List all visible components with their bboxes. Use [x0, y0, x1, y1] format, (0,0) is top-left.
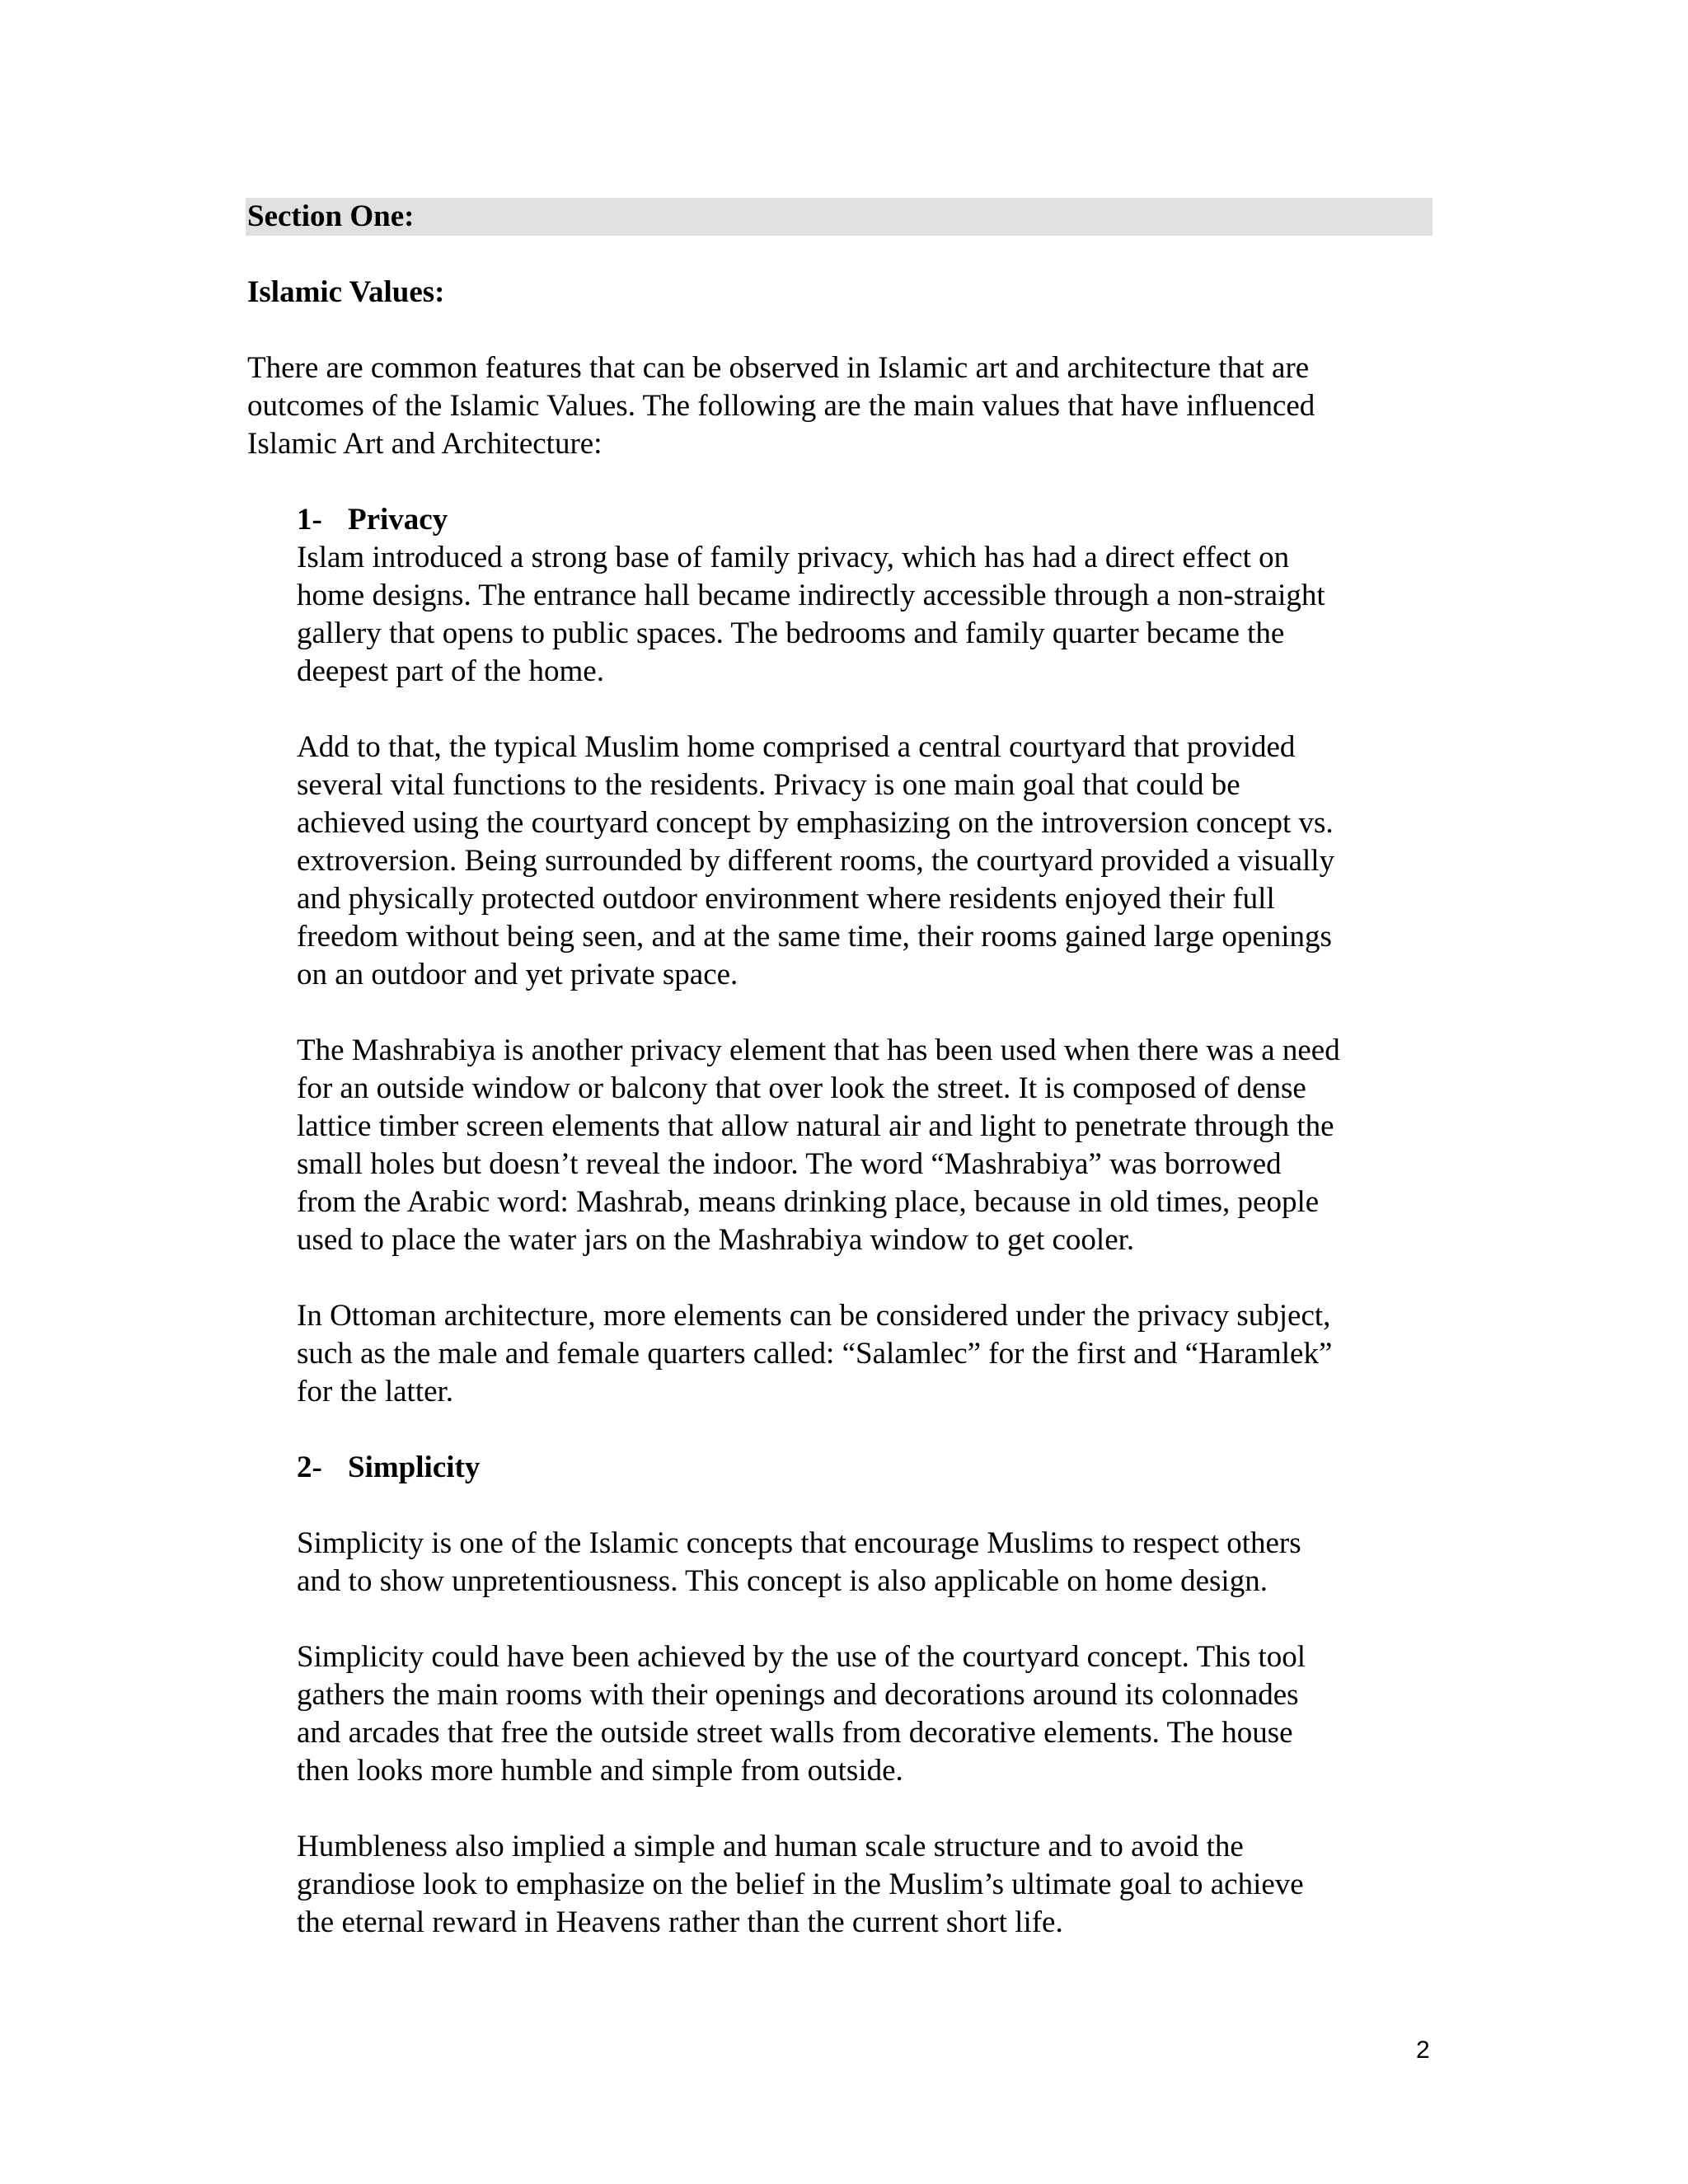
simplicity-paragraph-1: [297, 1525, 1451, 1601]
privacy-paragraph-4: [297, 1297, 1451, 1411]
privacy-paragraph-1: [297, 539, 1451, 691]
paragraph-line: grandiose look to emphasize on the belief in the Muslim’s ultimate goal to achieve: [297, 1868, 1304, 1901]
paragraph-line: on an outdoor and yet private space.: [297, 958, 738, 991]
paragraph-line: achieved using the courtyard concept by emphasizing on the introversion concept vs.: [297, 806, 1334, 840]
paragraph-line: Simplicity is one of the Islamic concepts that encourage Muslims to respect others: [297, 1526, 1301, 1560]
intro-paragraph: [247, 349, 1451, 463]
intro-line: Islamic Art and Architecture:: [247, 427, 603, 461]
paragraph-line: freedom without being seen, and at the same time, their rooms gained large openings: [297, 920, 1332, 954]
paragraph-line: small holes but doesn’t reveal the indoor. The word “Mashrabiya” was borrowed: [297, 1147, 1282, 1181]
paragraph-line: from the Arabic word: Mashrab, means drinking place, because in old times, people: [297, 1185, 1320, 1219]
paragraph-line: lattice timber screen elements that allow natural air and light to penetrate through the: [297, 1109, 1334, 1143]
paragraph-line: In Ottoman architecture, more elements can be considered under the privacy subject,: [297, 1299, 1331, 1333]
paragraph-line: and to show unpretentiousness. This concept is also applicable on home design.: [297, 1564, 1268, 1598]
paragraph-line: Islam introduced a strong base of family privacy, which has had a direct effect on: [297, 541, 1290, 574]
paragraph-line: Humbleness also implied a simple and human scale structure and to avoid the: [297, 1830, 1244, 1863]
list-number: 2-: [297, 1451, 322, 1484]
simplicity-paragraph-2: [297, 1638, 1451, 1790]
privacy-paragraph-2: [297, 729, 1451, 994]
section-heading: Section One:: [246, 198, 1432, 236]
paragraph-line: and arcades that free the outside street walls from decorative elements. The house: [297, 1716, 1293, 1750]
page-number: 2: [1416, 2036, 1430, 2064]
paragraph-line: such as the male and female quarters called: “Salamlec” for the first and “Haramlek”: [297, 1337, 1333, 1371]
paragraph-line: used to place the water jars on the Mashrabiya window to get cooler.: [297, 1223, 1135, 1257]
section-subheading: Islamic Values:: [247, 275, 445, 309]
intro-line: There are common features that can be observed in Islamic art and architecture that are: [247, 351, 1310, 385]
paragraph-line: gallery that opens to public spaces. The bedrooms and family quarter became the: [297, 616, 1285, 650]
simplicity-paragraph-3: [297, 1828, 1451, 1942]
paragraph-line: gathers the main rooms with their openings and decorations around its colonnades: [297, 1678, 1299, 1712]
paragraph-line: Simplicity could have been achieved by the use of the courtyard concept. This tool: [297, 1640, 1306, 1674]
paragraph-line: The Mashrabiya is another privacy element that has been used when there was a need: [297, 1033, 1340, 1067]
paragraph-line: the eternal reward in Heavens rather than the current short life.: [297, 1905, 1063, 1939]
paragraph-line: Add to that, the typical Muslim home comprised a central courtyard that provided: [297, 730, 1296, 764]
paragraph-line: and physically protected outdoor environment where residents enjoyed their full: [297, 882, 1275, 916]
list-heading-simplicity: [297, 1449, 480, 1487]
paragraph-line: then looks more humble and simple from outside.: [297, 1754, 903, 1788]
privacy-paragraph-3: [297, 1032, 1451, 1259]
intro-line: outcomes of the Islamic Values. The following are the main values that have influenced: [247, 389, 1315, 423]
list-number: 1-: [297, 503, 322, 537]
paragraph-line: for the latter.: [297, 1375, 454, 1408]
list-title: Privacy: [348, 503, 448, 537]
list-title: Simplicity: [348, 1451, 481, 1484]
paragraph-line: for an outside window or balcony that over look the street. It is composed of dense: [297, 1071, 1306, 1105]
paragraph-line: extroversion. Being surrounded by different rooms, the courtyard provided a visually: [297, 844, 1335, 878]
paragraph-line: several vital functions to the residents. Privacy is one main goal that could be: [297, 768, 1240, 802]
paragraph-line: deepest part of the home.: [297, 654, 604, 688]
list-heading-privacy: [297, 501, 448, 539]
paragraph-line: home designs. The entrance hall became indirectly accessible through a non-straight: [297, 579, 1325, 612]
